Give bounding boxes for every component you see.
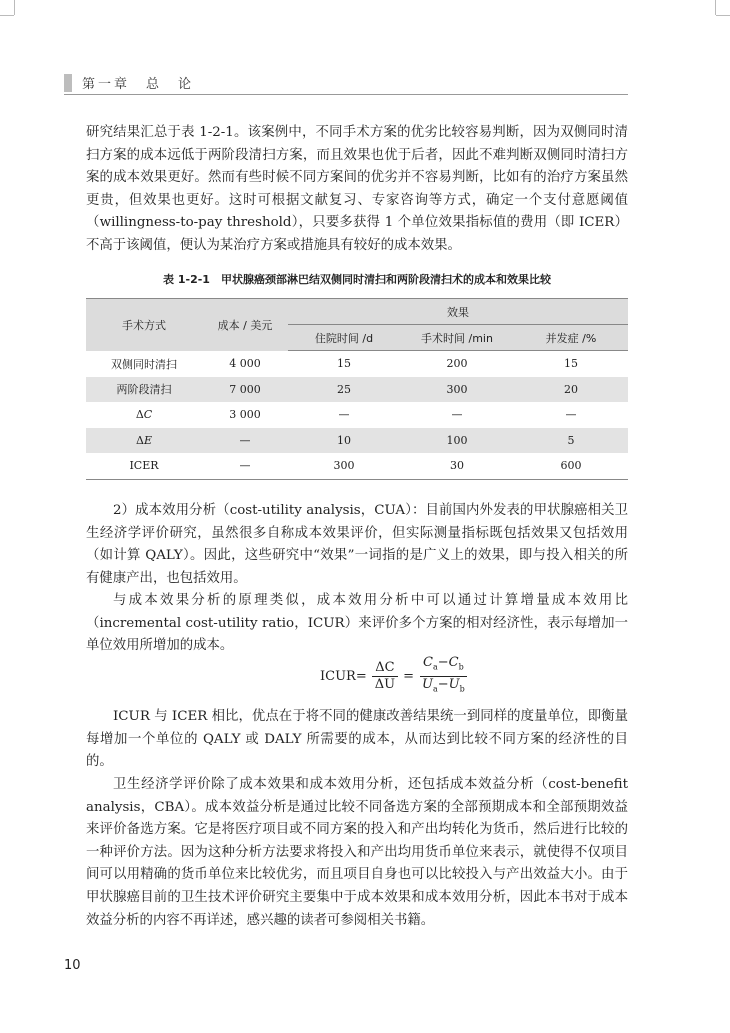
cell-complication: 600	[514, 453, 628, 479]
fraction-denominator: ΔU	[374, 676, 396, 692]
fraction-denominator: $U_a-U_b$	[421, 676, 465, 694]
cell-complication: 15	[564, 357, 578, 371]
cell-time: 300	[400, 377, 514, 403]
table-row	[86, 453, 628, 479]
cell-complication: 20	[514, 377, 628, 403]
running-header	[64, 72, 628, 95]
paragraph-results: 研究结果汇总于表 1-2-1。该案例中，不同手术方案的优劣比较容易判断，因为双侧同时清扫方案的成本远低于两阶段清扫方案，而且效果也优于后者，因此不难判断双侧同时清扫方案的成本效果更好。然而有些时候不同方案间的优劣并不容易判断，比如有的治疗方案虽然更贵，但效果也更好。这时可根据文献复习、专家咨询等方式，确定一个支付意愿阈值（willingness-to-pay threshold），只要多获得 1 个单位效果指标值的费用（即 ICER）不高于该阈值，便认为某治疗方案或措施具有较好的成本效果。	[86, 125, 628, 253]
header-time: 手术时间 /min	[400, 325, 514, 351]
variable-e: E	[143, 433, 152, 447]
cell-complication: —	[565, 408, 577, 422]
cell-time: —	[451, 408, 463, 422]
table-row	[86, 402, 628, 428]
paragraph-icur-icer: ICUR 与 ICER 相比，优点在于将不同的健康改善结果统一到同样的度量单位，即衡量每增加一个单位的 QALY 或 DALY 所需要的成本，从而达到比较不同方案的经济性的目的。	[86, 709, 628, 770]
paragraph-icur-intro: 与成本效果分析的原理类似，成本效用分析中可以通过计算增量成本效用比（incremental cost-utility ratio，ICUR）来评价多个方案的相对经济性，表示每增加一单位效用所增加的成本。	[86, 593, 628, 654]
page-number: 10	[64, 958, 81, 973]
cell-cost: —	[202, 453, 288, 479]
cell-time: 100	[400, 428, 514, 454]
table-row	[86, 377, 628, 403]
cost-effect-table	[86, 298, 628, 480]
header-stay: 住院时间 /d	[288, 325, 400, 351]
table-row	[86, 351, 628, 377]
cell-method: 两阶段清扫	[86, 377, 202, 403]
cell-time: 200	[446, 357, 468, 371]
variable-c: C	[143, 408, 153, 422]
icur-formula	[320, 656, 473, 696]
fraction-numerator: $C_a-C_b$	[420, 655, 467, 677]
header-bar	[64, 74, 72, 92]
cell-cost: —	[202, 428, 288, 454]
cell-method: 双侧同时清扫	[111, 357, 177, 371]
crop-mark	[0, 15, 14, 16]
header-cost: 成本 / 美元	[202, 299, 288, 351]
crop-mark	[14, 0, 15, 15]
cell-cost: 7 000	[202, 377, 288, 403]
crop-mark	[716, 15, 730, 16]
cell-method	[86, 402, 202, 428]
cell-cost: 3 000	[229, 408, 261, 422]
cell-stay: 15	[337, 357, 351, 371]
cell-method: ICER	[86, 453, 202, 479]
formula-equals: =	[403, 668, 414, 684]
fraction-difference	[419, 655, 468, 697]
cell-stay: —	[338, 408, 350, 422]
table-row	[86, 428, 628, 454]
header-effect: 效果	[288, 299, 628, 325]
cell-complication: 5	[514, 428, 628, 454]
cell-time: 30	[400, 453, 514, 479]
header-complication: 并发症 /%	[514, 325, 628, 351]
table-caption: 表 1-2-1 甲状腺癌颈部淋巴结双侧同时清扫和两阶段清扫术的成本和效果比较	[163, 273, 551, 286]
cell-method	[86, 428, 202, 454]
cell-stay: 25	[288, 377, 400, 403]
delta-symbol: Δ	[136, 433, 144, 447]
delta-symbol: Δ	[135, 408, 144, 422]
paragraph-cba: 卫生经济学评价除了成本效果和成本效用分析，还包括成本效益分析（cost-benefit analysis，CBA）。成本效益分析是通过比较不同备选方案的全部预期成本和全部预期效益来评价备选方案。它是将医疗项目或不同方案的投入和产出均转化为货币，然后进行比较的一种评价方法。因为这种分析方法要求将投入和产出均用货币单位来表示，就使得不仅项目间可以用精确的货币单位来比较优劣，而且项目自身也可以比较投入与产出效益大小。由于甲状腺癌目前的卫生技术评价研究主要集中于成本效果和成本效用分析，因此本书对于成本效益分析的内容不再详述，感兴趣的读者可参阅相关书籍。	[86, 777, 628, 928]
crop-mark	[715, 0, 716, 15]
cell-stay: 300	[288, 453, 400, 479]
header-method: 手术方式	[86, 299, 202, 351]
paragraph-cua: 2）成本效用分析（cost-utility analysis，CUA）：目前国内外发表的甲状腺癌相关卫生经济学评价研究，虽然很多自称成本效果评价，但实际测量指标既包括效果又包括效用（如计算 QALY）。因此，这些研究中“效果”一词指的是广义上的效果，即与投入相关的所有健康产出，也包括效用。	[86, 503, 628, 586]
formula-lhs: ICUR=	[320, 668, 367, 684]
cell-stay: 10	[288, 428, 400, 454]
cell-cost: 4 000	[229, 357, 261, 370]
chapter-title: 第一章 总 论	[82, 77, 195, 92]
fraction-delta	[372, 660, 398, 693]
fraction-numerator: ΔC	[372, 660, 397, 677]
